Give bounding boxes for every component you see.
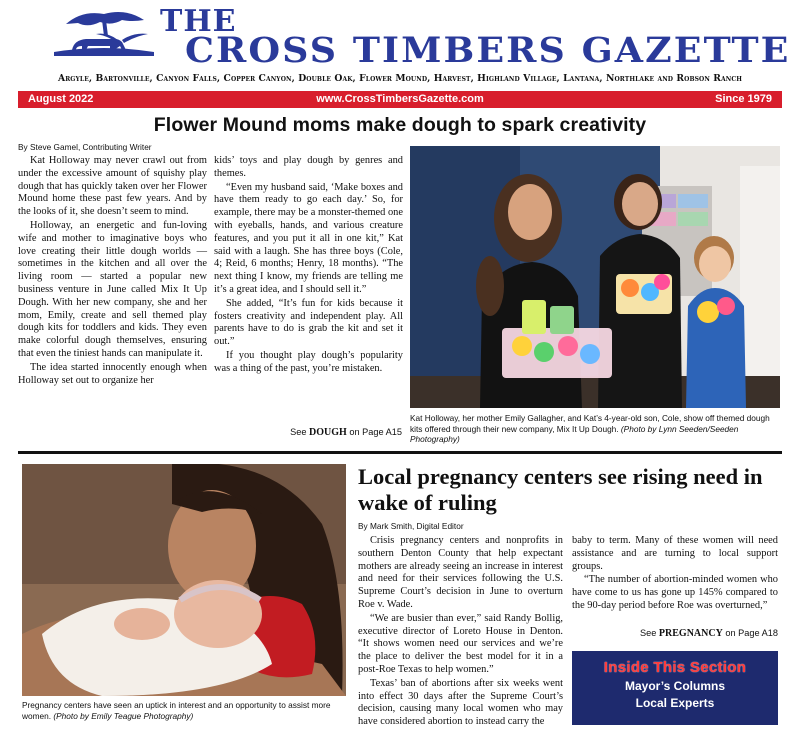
story2-paragraph: Texas’ ban of abortions after six weeks went into effect 30 days after the Supreme Court’s decision, causing many local women who may have considered abortion to instead carry the (358, 677, 563, 728)
story2-caption: Pregnancy centers have seen an uptick in interest and an opportunity to assist more women. (Photo by Emily Teague Photography) (22, 700, 331, 721)
story1-paragraph: kids’ toys and play dough by genres and themes. (214, 155, 403, 179)
story1-paragraph: She added, “It’s fun for kids because it fosters creativity and independent play. All parents have to do is grab the kit and set it out.” (214, 297, 403, 348)
story2-photo-credit: (Photo by Emily Teague Photography) (53, 710, 194, 721)
story1-photo-credit: (Photo by Lynn Seeden/Seeden Photography) (410, 423, 739, 444)
story1-byline: By Steve Gamel, Contributing Writer (18, 142, 152, 152)
story2-paragraph: “The number of abortion-minded women who have come to us has gone up 145% compared to the 90-day period before Roe was overturned,” (572, 574, 778, 611)
masthead-title: CROSS TIMBERS GAZETTE (185, 30, 791, 71)
story2-photo (22, 464, 346, 696)
story1-paragraph: Kat Holloway may never crawl out from under the excessive amount of squishy play dough that has quickly taken over her Flower Mound home these past few years. And by the looks of it, she doesn’t seem to mind. (18, 155, 207, 218)
section-divider (18, 451, 782, 454)
story2-paragraph: “We are busier than ever,” said Randy Bollig, executive director of Loreto House in Denton. “It shows women need our services and we’re the place to deliver the best model for it in a post-Roe Texas to help women.” (358, 612, 563, 675)
story1-photo (410, 146, 780, 408)
family-dough-photo (410, 146, 780, 408)
masthead-towns: Argyle, Bartonville, Canyon Falls, Copper Canyon, Double Oak, Flower Mound, Harvest, Highland Village, Lantana, Northlake and Robson Ranch (57, 73, 742, 84)
inside-item-mayors-columns[interactable]: Mayor’s Columns (624, 679, 726, 693)
story2-headline[interactable]: Local pregnancy centers see rising need in wake of ruling (358, 464, 763, 515)
story1-headline[interactable]: Flower Mound moms make dough to spark creativity (153, 114, 647, 136)
story1-paragraph: If you thought play dough’s popularity was a thing of the past, you’re mistaken. (214, 349, 403, 374)
issue-bar (18, 91, 782, 108)
story1-column-2 (214, 155, 403, 377)
story1-paragraph: The idea started innocently enough when Holloway set out to organize her (18, 361, 207, 386)
story2-jump-word: PREGNANCY (658, 628, 723, 639)
masthead-the: THE (160, 4, 237, 39)
inside-title: Inside This Section (603, 659, 747, 676)
mother-newborn-photo (22, 464, 346, 696)
story2-column-1 (358, 535, 563, 730)
story1-paragraph: Holloway, an energetic and fun-loving wife and mother to imaginative boys who love creating their little dough worlds — sometimes in the kitchen and all over the living room — started a popular new business venture in June called Mix It Up Dough. With her new company, she and her mom, Emily, create and sell themed play dough kits for toddlers and kids. They even make colorful dough themselves, ensuring that even the tiniest hands can manipulate it. (18, 219, 207, 359)
issue-date: August 2022 (28, 93, 94, 105)
story1-paragraph: “Even my husband said, ‘Make boxes and have them ready to go each day.’ So, for example, there may be a monster-themed one with eyeballs, hands, and various creature features, and you put it all in one kit,” Kat said with a laugh. She has three boys (Cole, 4; Reid, 6 months; Henry, 18 months). “The next thing I know, my friends are telling me it’s a great idea, and I should sell it.” (214, 181, 403, 295)
longhorn-tree-logo-icon (52, 6, 156, 60)
inside-item-local-experts[interactable]: Local Experts (635, 696, 715, 710)
story1-caption: Kat Holloway, her mother Emily Gallagher, and Kat’s 4-year-old son, Cole, show off themed dough kits offered through their new company, Mix It Up Dough. (Photo by Lynn Seeden/Seeden Photography) (410, 413, 770, 444)
story2-jump-line[interactable]: See PREGNANCY on Page A18 (640, 628, 778, 639)
inside-this-section-box[interactable] (572, 651, 778, 725)
story2-column-2 (572, 535, 778, 614)
story1-jump-line[interactable]: See DOUGH on Page A15 (290, 427, 402, 438)
story1-column-1 (18, 155, 207, 388)
story2-byline: By Mark Smith, Digital Editor (358, 521, 464, 531)
masthead (0, 0, 800, 92)
since-year: Since 1979 (715, 93, 772, 105)
story2-paragraph: baby to term. Many of these women will need assistance and are turning to local support groups. (572, 535, 778, 572)
story1-jump-word: DOUGH (309, 427, 347, 438)
story2-paragraph: Crisis pregnancy centers and nonprofits in southern Denton County that help expectant mothers are already seeing an increase in interest and need for their services following the U.S. Supreme Court’s decision in June to overturn Roe v. Wade. (358, 535, 563, 610)
website-link[interactable]: www.CrossTimbersGazette.com (316, 93, 484, 105)
